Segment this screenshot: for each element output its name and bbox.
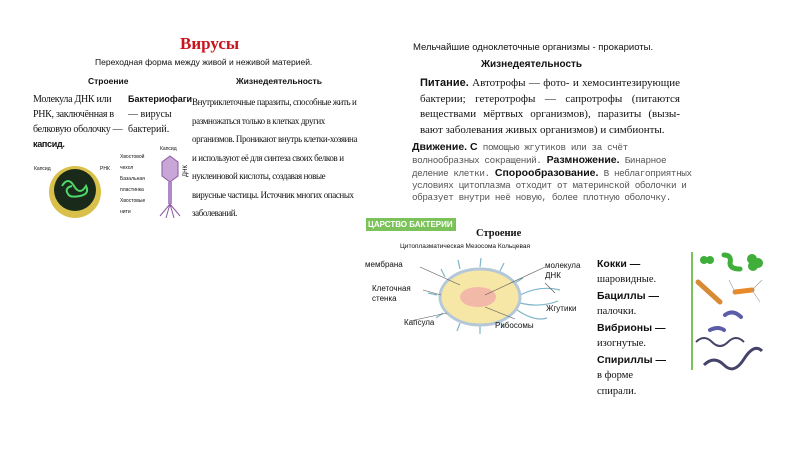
shape-name: Бациллы — [597, 290, 660, 302]
viruses-activity-heading: Жизнедеятельность [236, 76, 322, 86]
text-line: и используют её для синтеза своих белков и [192, 152, 344, 163]
text-line: Автотрофы — фото- и хемосинтезирующие [472, 77, 681, 89]
virus-label-capsid: Капсид [34, 166, 51, 172]
text-line: нуклеиновой кислоты, создавая новые [192, 171, 326, 181]
bacteria-shapes-illustration [690, 250, 770, 375]
label-membrane: мембрана [365, 260, 403, 269]
bacteria-intro: Мельчайшие одноклеточные организмы - прокариоты. [413, 42, 654, 53]
text-line: — вирусы [128, 109, 172, 120]
movement-term: Движение. С [412, 141, 478, 153]
text-line: Внутриклеточные паразиты, способные жить и [192, 97, 357, 107]
label-cell-wall: Клеточная стенка [372, 284, 411, 303]
movement-text: помощью жгутиков или за счёт волнообразных сокращений. [412, 142, 628, 166]
text-line: размножаться только в клетках других [192, 115, 325, 126]
movement-paragraph [412, 141, 694, 204]
shape-desc: палочки. [597, 306, 637, 317]
text-line: белковую оболочку — [33, 124, 123, 135]
bacteria-structure-heading: Строение [476, 228, 522, 239]
phage-label-sheath: Хвостовой чехол [120, 154, 145, 171]
phage-label-dna: ДНК [182, 165, 189, 177]
viruses-subtitle: Переходная форма между живой и неживой материей. [95, 57, 313, 67]
text-line: заболеваний. [192, 208, 238, 218]
text-line: веществами мёртвых организмов), паразиты (вызы- [420, 108, 680, 120]
phage-text [128, 92, 192, 137]
phage-label-capsid: Капсид [160, 146, 177, 152]
label-dna: молекула ДНК [545, 261, 581, 280]
phage-term: Бактериофаги [128, 94, 193, 104]
text-line: вают заболевания живых организмов) и симбионты. [420, 123, 665, 136]
bacteria-structure-sub: Цитоплазматическая Мезосома Кольцевая [400, 243, 531, 250]
shape-desc: шаровидные. [597, 274, 657, 285]
phage-label-fibers: Хвостовые нити [120, 198, 146, 215]
phage-label-plate: Базальная пластинка [120, 176, 145, 193]
text-line: вирусные частицы. Источник многих опасных [192, 189, 354, 200]
label-ribosomes: Рибосомы [495, 321, 534, 330]
nutrition-term: Питание. [420, 77, 469, 89]
viruses-title: Вирусы [180, 34, 240, 53]
spore-text: В неблагоприятных условиях цитоплазма отходит от материнской оболочки и образует внутри неё новую, более плотную оболочку. [412, 168, 692, 203]
reproduction-term: Размножение. [546, 154, 620, 166]
shape-name: Вибрионы — [597, 322, 666, 334]
bacteria-shapes-list [597, 256, 687, 400]
virus-label-rna: РНК [100, 166, 110, 172]
viruses-activity-text [192, 93, 358, 223]
text-line: бактерий. [128, 124, 170, 135]
text-line: бактерии; гетеротрофы — сапротрофы (питаются [420, 92, 680, 105]
nutrition-paragraph [420, 76, 680, 138]
shape-name: Кокки — [597, 258, 641, 270]
text-line: Молекула ДНК или [33, 94, 112, 105]
reproduction-text: Бинарное деление клетки. [412, 155, 667, 179]
viruses-structure-heading: Строение [88, 76, 129, 86]
shape-desc: в форме спирали. [597, 370, 637, 397]
capsid-term: капсид. [33, 139, 65, 149]
label-flagella: Жгутики [546, 304, 577, 313]
phage-illustration [150, 154, 190, 220]
spore-term: Спорообразование. [494, 167, 599, 179]
shape-desc: изогнутые. [597, 338, 647, 349]
text-line: РНК, заключённая в [33, 109, 114, 120]
label-capsule: Капсула [404, 318, 435, 327]
text-line: организмов. Проникают внутрь клетки-хозяина [192, 134, 358, 144]
bacteria-activity-heading: Жизнедеятельность [481, 59, 583, 70]
phage-labels [120, 152, 150, 218]
viruses-structure-text [33, 92, 123, 152]
shape-name: Спириллы — [597, 354, 666, 366]
kingdom-label: ЦАРСТВО БАКТЕРИИ [366, 218, 456, 231]
